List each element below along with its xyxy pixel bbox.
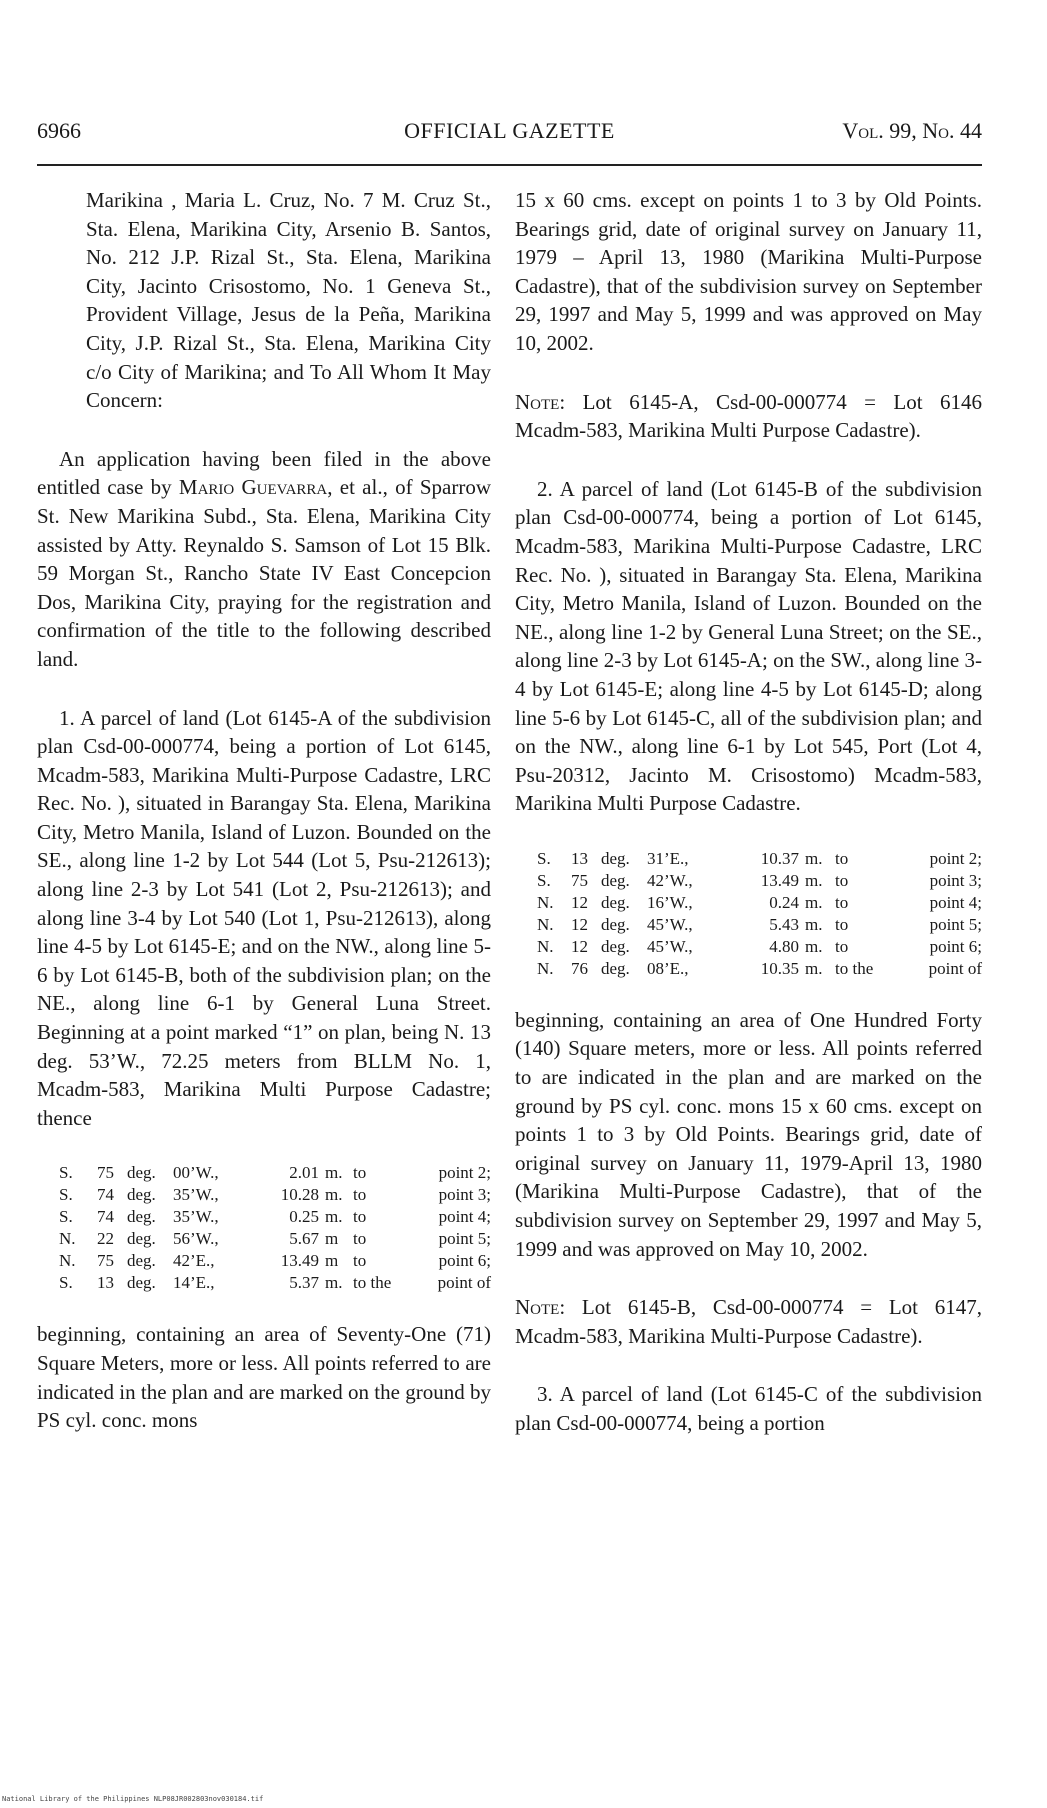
note-label: Note: xyxy=(515,1295,566,1320)
bearing-cell: 35’W., xyxy=(173,1185,219,1205)
parcel-1-area-paragraph: beginning, containing an area of Seventy-One (71) Square Meters, more or less. All points referred to are indicated in the plan and are marked on the ground by PS cyl. conc. mons xyxy=(37,1322,491,1433)
bearing-cell: N. xyxy=(59,1229,76,1249)
bearing-cell: point 2; xyxy=(929,848,982,868)
bearing-cell: 10.35 xyxy=(760,958,799,978)
bearing-cell: deg. xyxy=(601,892,630,912)
bearing-cell: 13 xyxy=(571,848,588,868)
bearing-cell: 5.43 xyxy=(769,914,799,934)
bearing-row xyxy=(37,1228,491,1250)
bearing-cell: N. xyxy=(59,1251,76,1271)
bearing-row xyxy=(37,1250,491,1272)
bearing-cell: S. xyxy=(59,1273,73,1293)
bearing-cell: 2.01 xyxy=(289,1163,319,1183)
right-column xyxy=(515,186,982,1468)
bearing-cell: point 5; xyxy=(929,914,982,934)
bearing-cell: 14’E., xyxy=(173,1273,215,1293)
application-text-a: An application having been filed in the above entitled case by xyxy=(37,446,491,500)
bearing-cell: 35’W., xyxy=(173,1207,219,1227)
bearing-cell: N. xyxy=(537,958,554,978)
bearing-cell: 74 xyxy=(97,1185,114,1205)
bearing-row xyxy=(37,1206,491,1228)
bearing-cell: 12 xyxy=(571,892,588,912)
bearing-cell: deg. xyxy=(601,936,630,956)
bearing-cell: N. xyxy=(537,914,554,934)
bearing-cell: point 6; xyxy=(438,1251,491,1271)
bearing-cell: point of xyxy=(928,958,982,978)
note-parcel-2 xyxy=(515,1293,982,1350)
bearing-cell: S. xyxy=(59,1207,73,1227)
bearing-cell: to the xyxy=(835,958,874,978)
bearing-cell: m. xyxy=(325,1185,343,1205)
bearing-cell: S. xyxy=(537,848,551,868)
bearing-cell: to xyxy=(835,936,849,956)
bearing-cell: deg. xyxy=(127,1273,156,1293)
scan-footer: National Library of the Philippines NLP08JR002803nov030184.tif xyxy=(2,1795,264,1803)
parcel-2-area-paragraph: beginning, containing an area of One Hundred Forty (140) Square meters, more or less. All points referred to are indicated in the plan and are marked on the ground by PS cyl. conc. mons 15 x 60 cms. except on points 1 to 3 by Old Points. Bearings grid, date of original survey on January 11, 1979-April 13, 1980 (Marikina Multi-Purpose Cadastre), that of the subdivision survey on September 29, 1997 and May 5, 1999 and was approved on May 10, 2002. xyxy=(515,1007,982,1261)
bearing-cell: point 5; xyxy=(438,1229,491,1249)
bearing-row xyxy=(37,1272,491,1294)
bearing-cell: point 3; xyxy=(929,870,982,890)
parcel-3-description: 3. A parcel of land (Lot 6145-C of the subdivision plan Csd-00-000774, being a portion xyxy=(515,1382,982,1435)
bearing-cell: to xyxy=(835,848,849,868)
bearing-cell: 0.24 xyxy=(769,892,799,912)
application-paragraph xyxy=(37,445,491,674)
bearing-cell: 00’W., xyxy=(173,1163,219,1183)
bearing-row xyxy=(515,848,982,870)
parcel-2-bearings-table xyxy=(515,848,982,980)
bearing-cell: point 6; xyxy=(929,936,982,956)
bearing-cell: to xyxy=(353,1207,367,1227)
bearing-cell: point of xyxy=(437,1273,491,1293)
page-header xyxy=(37,118,982,158)
bearing-cell: m. xyxy=(325,1163,343,1183)
bearing-cell: 42’W., xyxy=(647,870,693,890)
bearing-cell: 75 xyxy=(97,1163,114,1183)
bearing-cell: S. xyxy=(59,1163,73,1183)
bearing-cell: deg. xyxy=(601,958,630,978)
bearing-cell: S. xyxy=(537,870,551,890)
bearing-cell: 10.37 xyxy=(760,848,799,868)
bearing-cell: m. xyxy=(805,892,823,912)
bearing-cell: to xyxy=(353,1229,367,1249)
bearing-cell: m. xyxy=(805,870,823,890)
bearing-row xyxy=(37,1162,491,1184)
bearing-row xyxy=(515,870,982,892)
bearing-cell: deg. xyxy=(601,914,630,934)
bearing-cell: 5.67 xyxy=(289,1229,319,1249)
bearing-cell: deg. xyxy=(127,1207,156,1227)
bearing-row xyxy=(37,1184,491,1206)
bearing-cell: m. xyxy=(805,914,823,934)
volume-issue: Vol. 99, No. 44 xyxy=(842,118,982,143)
bearing-cell: point 3; xyxy=(438,1185,491,1205)
bearing-cell: to xyxy=(353,1185,367,1205)
bearing-cell: m. xyxy=(325,1207,343,1227)
bearing-cell: point 2; xyxy=(438,1163,491,1183)
bearing-cell: 5.37 xyxy=(289,1273,319,1293)
bearing-cell: 12 xyxy=(571,914,588,934)
note-parcel-1 xyxy=(515,388,982,445)
bearing-cell: to xyxy=(353,1251,367,1271)
bearing-cell: 4.80 xyxy=(769,936,799,956)
bearing-cell: S. xyxy=(59,1185,73,1205)
bearing-cell: N. xyxy=(537,892,554,912)
bearing-cell: point 4; xyxy=(929,892,982,912)
bearing-cell: to xyxy=(835,914,849,934)
bearing-cell: 12 xyxy=(571,936,588,956)
bearing-cell: 31’E., xyxy=(647,848,689,868)
bearing-cell: m. xyxy=(325,1273,343,1293)
bearing-cell: 16’W., xyxy=(647,892,693,912)
bearing-cell: 75 xyxy=(97,1251,114,1271)
bearing-cell: 76 xyxy=(571,958,588,978)
bearing-cell: m. xyxy=(805,936,823,956)
bearing-cell: 74 xyxy=(97,1207,114,1227)
bearing-cell: m xyxy=(325,1229,339,1249)
bearing-cell: to the xyxy=(353,1273,392,1293)
parcel-1-survey-paragraph: 15 x 60 cms. except on points 1 to 3 by Old Points. Bearings grid, date of original survey on January 11, 1979 – April 13, 1980 (Marikina Multi-Purpose Cadastre), that of the subdivision survey on September 29, 1997 and May 5, 1999 and was approved on May 10, 2002. xyxy=(515,188,982,355)
bearing-cell: deg. xyxy=(127,1185,156,1205)
parcel-2-description: 2. A parcel of land (Lot 6145-B of the subdivision plan Csd-00-000774, being a portion of Lot 6145, Mcadm-583, Marikina Multi-Purpose Cadastre, LRC Rec. No. ), situated in Barangay Sta. Elena, Marikina City, Metro Manila, Island of Luzon. Bounded on the NE., along line 1-2 by General Luna Street; on the SE., along line 2-3 by Lot 6145-A; on the SW., along line 3-4 by Lot 6145-E; along line 4-5 by Lot 6145-D; along line 5-6 by Lot 6145-C, all of the subdivision plan; and on the NW., along line 6-1 by Lot 545, Port (Lot 4, Psu-20312, Jacinto M. Crisostomo) Mcadm-583, Marikina Multi Purpose Cadastre. xyxy=(515,476,982,816)
bearing-row xyxy=(515,892,982,914)
applicant-name: Mario Guevarra xyxy=(178,475,328,500)
note-text: Lot 6145-A, Csd-00-000774 = Lot 6146 Mcadm-583, Marikina Multi Purpose Cadastre). xyxy=(515,389,982,443)
bearing-row xyxy=(515,936,982,958)
bearing-cell: deg. xyxy=(127,1163,156,1183)
bearing-cell: deg. xyxy=(601,848,630,868)
bearing-cell: 22 xyxy=(97,1229,114,1249)
parcel-1-bearings-table xyxy=(37,1162,491,1294)
page-number: 6966 xyxy=(37,118,81,143)
bearing-row xyxy=(515,958,982,980)
bearing-cell: m. xyxy=(805,958,823,978)
bearing-cell: 13.49 xyxy=(760,870,799,890)
bearing-cell: deg. xyxy=(127,1229,156,1249)
application-text-b: , et al., of Sparrow St. New Marikina Subd., Sta. Elena, Marikina City assisted by Atty. Reynaldo S. Samson of Lot 15 Blk. 59 Morgan St., Rancho State IV East Concepcion Dos, Marikina City, praying for the registration and confirmation of the title to the following described land. xyxy=(37,475,491,671)
bearing-cell: to xyxy=(835,870,849,890)
bearing-cell: 45’W., xyxy=(647,914,693,934)
bearing-cell: point 4; xyxy=(438,1207,491,1227)
addressee-paragraph: Marikina , Maria L. Cruz, No. 7 M. Cruz St., Sta. Elena, Marikina City, Arsenio B. Santos, No. 212 J.P. Rizal St., Sta. Elena, Marikina City, Jacinto Crisostomo, No. 1 Geneva St., Provident Village, Jesus de la Peña, Marikina City, J.P. Rizal St., Sta. Elena, Marikina City c/o City of Marikina; and To All Whom It May Concern: xyxy=(86,188,491,413)
bearing-cell: to xyxy=(835,892,849,912)
bearing-cell: deg. xyxy=(601,870,630,890)
gazette-title: OFFICIAL GAZETTE xyxy=(404,118,615,143)
bearing-cell: 0.25 xyxy=(289,1207,319,1227)
bearing-cell: 75 xyxy=(571,870,588,890)
bearing-row xyxy=(515,914,982,936)
bearing-cell: N. xyxy=(537,936,554,956)
parcel-1-description: 1. A parcel of land (Lot 6145-A of the subdivision plan Csd-00-000774, being a portion of Lot 6145, Mcadm-583, Marikina Multi-Purpose Cadastre, LRC Rec. No. ), situated in Barangay Sta. Elena, Marikina City, Metro Manila, Island of Luzon. Bounded on the SE., along line 1-2 by Lot 544 (Lot 5, Psu-212613); along line 2-3 by Lot 541 (Lot 2, Psu-212613); and along line 3-4 by Lot 540 (Lot 1, Psu-212613), along line 4-5 by Lot 6145-E; and on the NW., along line 5-6 by Lot 6145-B, both of the subdivision plan; on the NE., along line 6-1 by General Luna Street. Beginning at a point marked “1” on plan, being N. 13 deg. 53’W., 72.25 meters from BLLM No. 1, Mcadm-583, Marikina Multi Purpose Cadastre; thence xyxy=(37,705,491,1130)
bearing-cell: m. xyxy=(805,848,823,868)
bearing-cell: 13.49 xyxy=(280,1251,319,1271)
bearing-cell: 10.28 xyxy=(280,1185,319,1205)
bearing-cell: m xyxy=(325,1251,339,1271)
bearing-cell: 56’W., xyxy=(173,1229,219,1249)
bearing-cell: 45’W., xyxy=(647,936,693,956)
bearing-cell: 08’E., xyxy=(647,958,689,978)
note-text: Lot 6145-B, Csd-00-000774 = Lot 6147, Mcadm-583, Marikina Multi-Purpose Cadastre). xyxy=(515,1295,982,1348)
bearing-cell: 42’E., xyxy=(173,1251,215,1271)
bearing-cell: 13 xyxy=(97,1273,114,1293)
bearing-cell: to xyxy=(353,1163,367,1183)
left-column xyxy=(37,186,491,1465)
bearing-cell: deg. xyxy=(127,1251,156,1271)
note-label: Note: xyxy=(515,389,566,414)
header-rule xyxy=(37,164,982,166)
